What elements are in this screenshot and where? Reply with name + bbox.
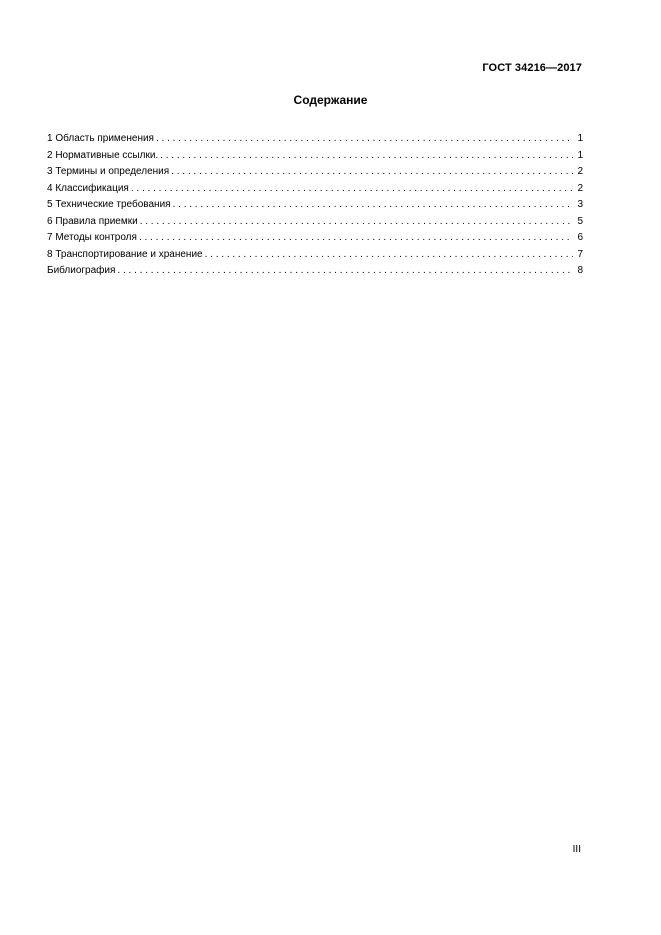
toc-item-transport-storage[interactable] — [47, 247, 583, 264]
toc-item-test-methods[interactable] — [47, 230, 583, 247]
toc-item-label: 8 Транспортирование и хранение — [47, 248, 203, 260]
toc-item-label: 2 Нормативные ссылки. — [47, 149, 159, 161]
toc-item-page: 2 — [577, 166, 583, 177]
toc-item-label: 3 Термины и определения — [47, 166, 170, 177]
toc-dot-leader — [160, 148, 573, 164]
toc-item-page: 3 — [577, 199, 583, 210]
toc-item-label: 4 Классификация — [47, 182, 129, 194]
toc-item-label: Библиография — [47, 265, 116, 276]
toc-title: Содержание — [293, 93, 368, 107]
toc-item-page: 6 — [577, 232, 583, 243]
toc-item-classification[interactable] — [47, 181, 583, 198]
toc-dot-leader — [117, 263, 573, 279]
toc-item-page: 8 — [577, 265, 583, 276]
toc-item-page: 1 — [577, 133, 583, 144]
toc-item-page: 1 — [577, 149, 583, 161]
toc-dot-leader — [205, 247, 573, 263]
toc-item-page: 5 — [577, 215, 583, 227]
toc-dot-leader — [140, 214, 573, 230]
toc-dot-leader — [173, 197, 573, 213]
toc-item-page: 7 — [577, 248, 583, 260]
page-number: III — [572, 844, 581, 855]
toc-item-terms[interactable] — [47, 164, 583, 181]
toc-item-technical-requirements[interactable] — [47, 197, 583, 214]
toc-item-bibliography[interactable] — [47, 263, 583, 280]
toc-dot-leader — [131, 181, 573, 197]
document-code: ГОСТ 34216—2017 — [482, 62, 582, 74]
toc-item-label: 1 Область применения — [47, 133, 154, 144]
toc-item-scope[interactable] — [47, 131, 583, 148]
toc-dot-leader — [139, 230, 573, 246]
toc-dot-leader — [156, 131, 573, 147]
table-of-contents — [47, 131, 583, 280]
toc-item-label: 5 Технические требования — [47, 199, 171, 210]
toc-item-label: 6 Правила приемки — [47, 215, 138, 227]
toc-item-label: 7 Методы контроля — [47, 232, 137, 243]
toc-item-normative-references[interactable] — [47, 148, 583, 165]
toc-item-page: 2 — [577, 182, 583, 194]
toc-dot-leader — [171, 164, 573, 180]
toc-item-acceptance-rules[interactable] — [47, 214, 583, 231]
